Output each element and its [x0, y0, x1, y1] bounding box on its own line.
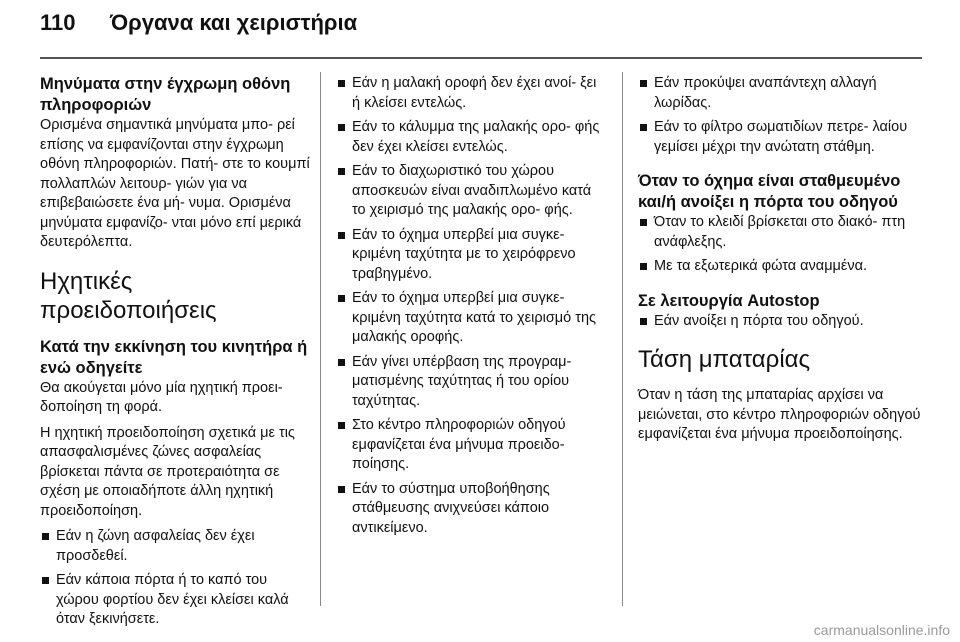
list-item: Εάν το διαχωριστικό του χώρου αποσκευών είναι αναδιπλωμένο κατά το χειρισμό της μαλακής ορο- φής.	[336, 162, 606, 221]
bullet-list	[40, 527, 310, 630]
page-header	[40, 10, 357, 40]
list-item: Εάν το φίλτρο σωματιδίων πετρε- λαίου γεμίσει μέχρι την ανώτατη στάθμη.	[638, 118, 923, 157]
list-item: Εάν κάποια πόρτα ή το καπό του χώρου φορτίου δεν έχει κλείσει καλά όταν ξεκινήσετε.	[40, 571, 310, 630]
paragraph-seatbelt-priority: Η ηχητική προειδοποίηση σχετικά με τις απασφαλισμένες ζώνες ασφαλείας βρίσκεται πάντα σε προτεραιότητα σε σχέση με οποιαδήποτε άλλη ηχητική προειδοποίηση.	[40, 424, 295, 519]
heading-autostop: Σε λειτουργία Autostop	[638, 291, 820, 310]
heading-messages: Μηνύματα στην έγχρωμη οθόνη πληροφοριών	[40, 75, 291, 114]
paragraph-messages: Ορισμένα σημαντικά μηνύματα μπο- ρεί επίσης να εμφανίζονται στην έγχρωμη οθόνη πληροφοριών. Πατή- στε το κουμπί πολλαπλών λειτουρ- γιών για να επιβεβαιώσετε ένα μή- νυμα. Ορισμένα μηνύματα εμφανίζο- νται μόνο επί μερικά δευτερόλεπτα.	[40, 117, 310, 250]
bullet-list	[336, 74, 606, 538]
column-2	[336, 74, 606, 543]
list-item: Εάν το σύστημα υποβοήθησης στάθμευσης ανιχνεύσει κάποιο αντικείμενο.	[336, 480, 606, 539]
heading-engine-start: Κατά την εκκίνηση του κινητήρα ή ενώ οδηγείτε	[40, 337, 308, 377]
list-item: Εάν το κάλυμμα της μαλακής ορο- φής δεν έχει κλείσει εντελώς.	[336, 118, 606, 157]
page-number: 110	[40, 10, 76, 35]
list-item: Όταν το κλειδί βρίσκεται στο διακό- πτη ανάφλεξης.	[638, 213, 923, 252]
column-3	[638, 74, 923, 451]
paragraph-battery: Όταν η τάση της μπαταρίας αρχίσει να μειώνεται, στο κέντρο πληροφοριών οδηγού εμφανίζεται ένα μήνυμα προειδοποίησης.	[638, 387, 921, 442]
page-title: Όργανα και χειριστήρια	[110, 10, 358, 35]
list-item: Εάν προκύψει αναπάντεχη αλλαγή λωρίδας.	[638, 74, 923, 113]
list-item: Εάν το όχημα υπερβεί μια συγκε- κριμένη ταχύτητα με το χειρόφρενο τραβηγμένο.	[336, 226, 606, 285]
list-item: Εάν η ζώνη ασφαλείας δεν έχει προσδεθεί.	[40, 527, 310, 566]
column-divider	[622, 72, 623, 606]
bullet-list	[638, 312, 923, 332]
column-divider	[320, 72, 321, 606]
list-item: Εάν γίνει υπέρβαση της προγραμ- ματισμένης ταχύτητας ή του ορίου ταχύτητας.	[336, 353, 606, 412]
header-rule	[40, 57, 922, 59]
heading-parked: Όταν το όχημα είναι σταθμευμένο και/ή ανοίξει η πόρτα του οδηγού	[638, 172, 901, 211]
watermark-text: carmanualsonline.info	[813, 622, 950, 638]
bullet-list	[638, 213, 923, 277]
bullet-list	[638, 74, 923, 157]
list-item: Εάν η μαλακή οροφή δεν έχει ανοί- ξει ή κλείσει εντελώς.	[336, 74, 606, 113]
list-item: Με τα εξωτερικά φώτα αναμμένα.	[638, 257, 923, 277]
list-item: Εάν ανοίξει η πόρτα του οδηγού.	[638, 312, 923, 332]
column-1	[40, 74, 310, 635]
section-title-warnings: Ηχητικές προειδοποιήσεις	[40, 267, 217, 324]
paragraph-one-warning: Θα ακούγεται μόνο μία ηχητική προει- δοποίηση τη φορά.	[40, 379, 283, 415]
list-item: Στο κέντρο πληροφοριών οδηγού εμφανίζεται ένα μήνυμα προειδο- ποίησης.	[336, 416, 606, 475]
section-title-battery: Τάση μπαταρίας	[638, 346, 811, 373]
list-item: Εάν το όχημα υπερβεί μια συγκε- κριμένη ταχύτητα κατά το χειρισμό της μαλακής οροφής.	[336, 289, 606, 348]
